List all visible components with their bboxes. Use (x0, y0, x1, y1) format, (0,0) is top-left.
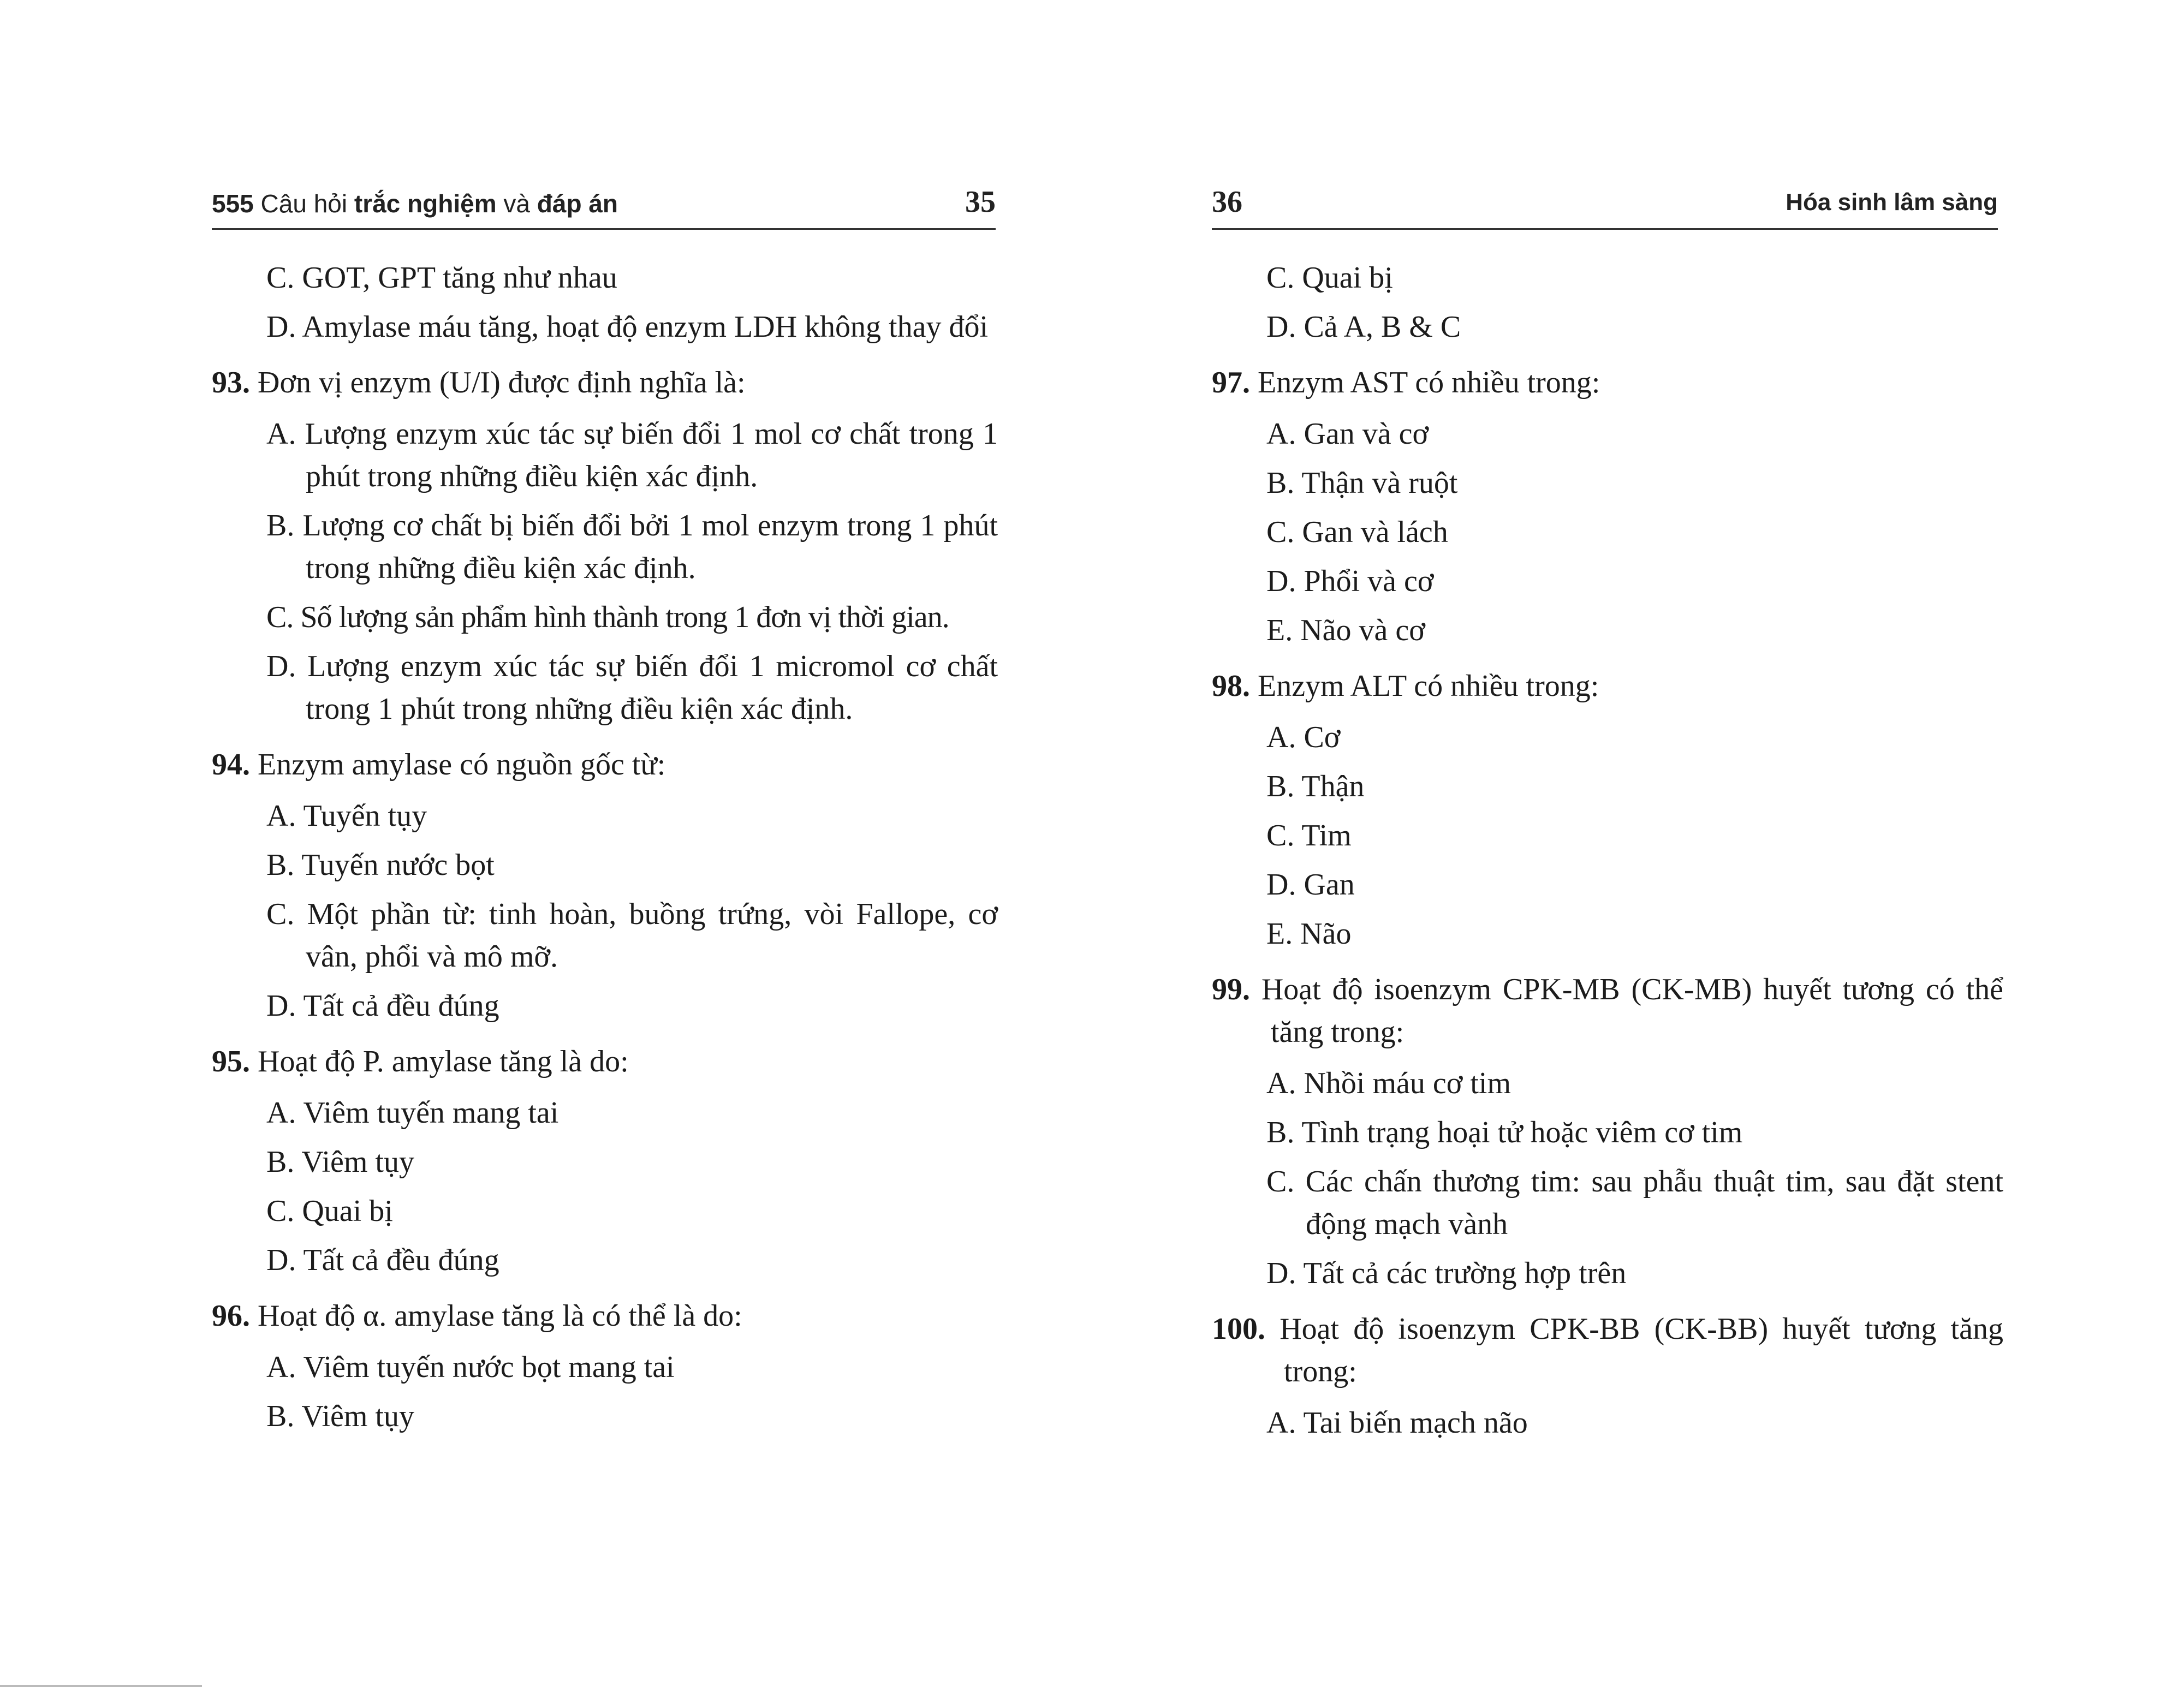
question-96: 96. Hoạt độ α. amylase tăng là có thể là do: (212, 1299, 742, 1333)
scan-artifact-line (0, 1685, 202, 1687)
option: A. Lượng enzym xúc tác sự biến đổi 1 mol cơ chất trong 1 phút trong những điều kiện xác định. (266, 417, 998, 493)
option: A. Tuyến tụy (266, 799, 427, 833)
book-subject: Hóa sinh lâm sàng (1786, 189, 1998, 216)
book-title-text: Câu hỏi (260, 189, 348, 218)
option: B. Viêm tụy (266, 1145, 414, 1179)
option: D. Phổi và cơ (1266, 564, 1434, 598)
option: A. Cơ (1266, 720, 1341, 754)
option: C. Tim (1266, 819, 1352, 853)
book-title-bold: trắc nghiệm (354, 189, 497, 218)
option: B. Viêm tụy (266, 1399, 414, 1433)
option: E. Não (1266, 917, 1352, 951)
option: B. Tuyến nước bọt (266, 848, 495, 882)
option: A. Viêm tuyến nước bọt mang tai (266, 1350, 675, 1384)
question-99: 99. Hoạt độ isoenzym CPK-MB (CK-MB) huyết tương có thể tăng trong: (1212, 973, 2004, 1049)
question-94: 94. Enzym amylase có nguồn gốc từ: (212, 748, 666, 782)
page-number: 35 (965, 185, 996, 219)
book-title-bold: đáp án (537, 189, 618, 218)
option: C. Quai bị (266, 1194, 393, 1228)
option: D. Lượng enzym xúc tác sự biến đổi 1 micromol cơ chất trong 1 phút trong những điều kiện xác định. (266, 649, 998, 726)
option: E. Não và cơ (1266, 613, 1425, 647)
question-93: 93. Đơn vị enzym (U/I) được định nghĩa là: (212, 366, 746, 400)
page-number: 36 (1212, 185, 1242, 219)
page-header (1212, 184, 1998, 230)
question-list (1212, 257, 2003, 1451)
option: C. GOT, GPT tăng như nhau (266, 261, 617, 295)
option: C. Gan và lách (1266, 515, 1448, 549)
option: D. Tất cả đều đúng (266, 1243, 499, 1277)
question-95: 95. Hoạt độ P. amylase tăng là do: (212, 1045, 629, 1078)
option: D. Amylase máu tăng, hoạt độ enzym LDH không thay đổi (266, 310, 989, 344)
option: D. Gan (1266, 868, 1355, 902)
page-header (212, 184, 996, 230)
book-title (212, 189, 618, 218)
option: C. Một phần từ: tinh hoàn, buồng trứng, vòi Fallope, cơ vân, phổi và mô mỡ. (266, 897, 998, 974)
option: A. Tai biến mạch não (1266, 1406, 1528, 1440)
option: B. Tình trạng hoại tử hoặc viêm cơ tim (1266, 1116, 1743, 1149)
option: B. Thận và ruột (1266, 466, 1458, 500)
option: C. Số lượng sản phẩm hình thành trong 1 đơn vị thời gian. (266, 600, 949, 634)
option: D. Tất cả các trường hợp trên (1266, 1256, 1627, 1290)
option: A. Gan và cơ (1266, 417, 1429, 451)
option: A. Viêm tuyến mang tai (266, 1096, 559, 1130)
book-title-number: 555 (212, 189, 254, 218)
option: A. Nhồi máu cơ tim (1266, 1066, 1511, 1100)
question-list (212, 257, 998, 1444)
option: D. Tất cả đều đúng (266, 989, 499, 1023)
right-page (1092, 0, 2184, 1687)
option: B. Thận (1266, 770, 1365, 803)
option: D. Cả A, B & C (1266, 310, 1461, 344)
question-100: 100. Hoạt độ isoenzym CPK-BB (CK-BB) huyết tương tăng trong: (1212, 1312, 2004, 1388)
book-title-text: và (503, 189, 530, 218)
option: B. Lượng cơ chất bị biến đổi bởi 1 mol enzym trong 1 phút trong những điều kiện xác định. (266, 509, 998, 585)
option: C. Quai bị (1266, 261, 1393, 295)
question-97: 97. Enzym AST có nhiều trong: (1212, 366, 1600, 400)
question-98: 98. Enzym ALT có nhiều trong: (1212, 669, 1599, 703)
option: C. Các chấn thương tim: sau phẫu thuật tim, sau đặt stent động mạch vành (1266, 1165, 2004, 1241)
